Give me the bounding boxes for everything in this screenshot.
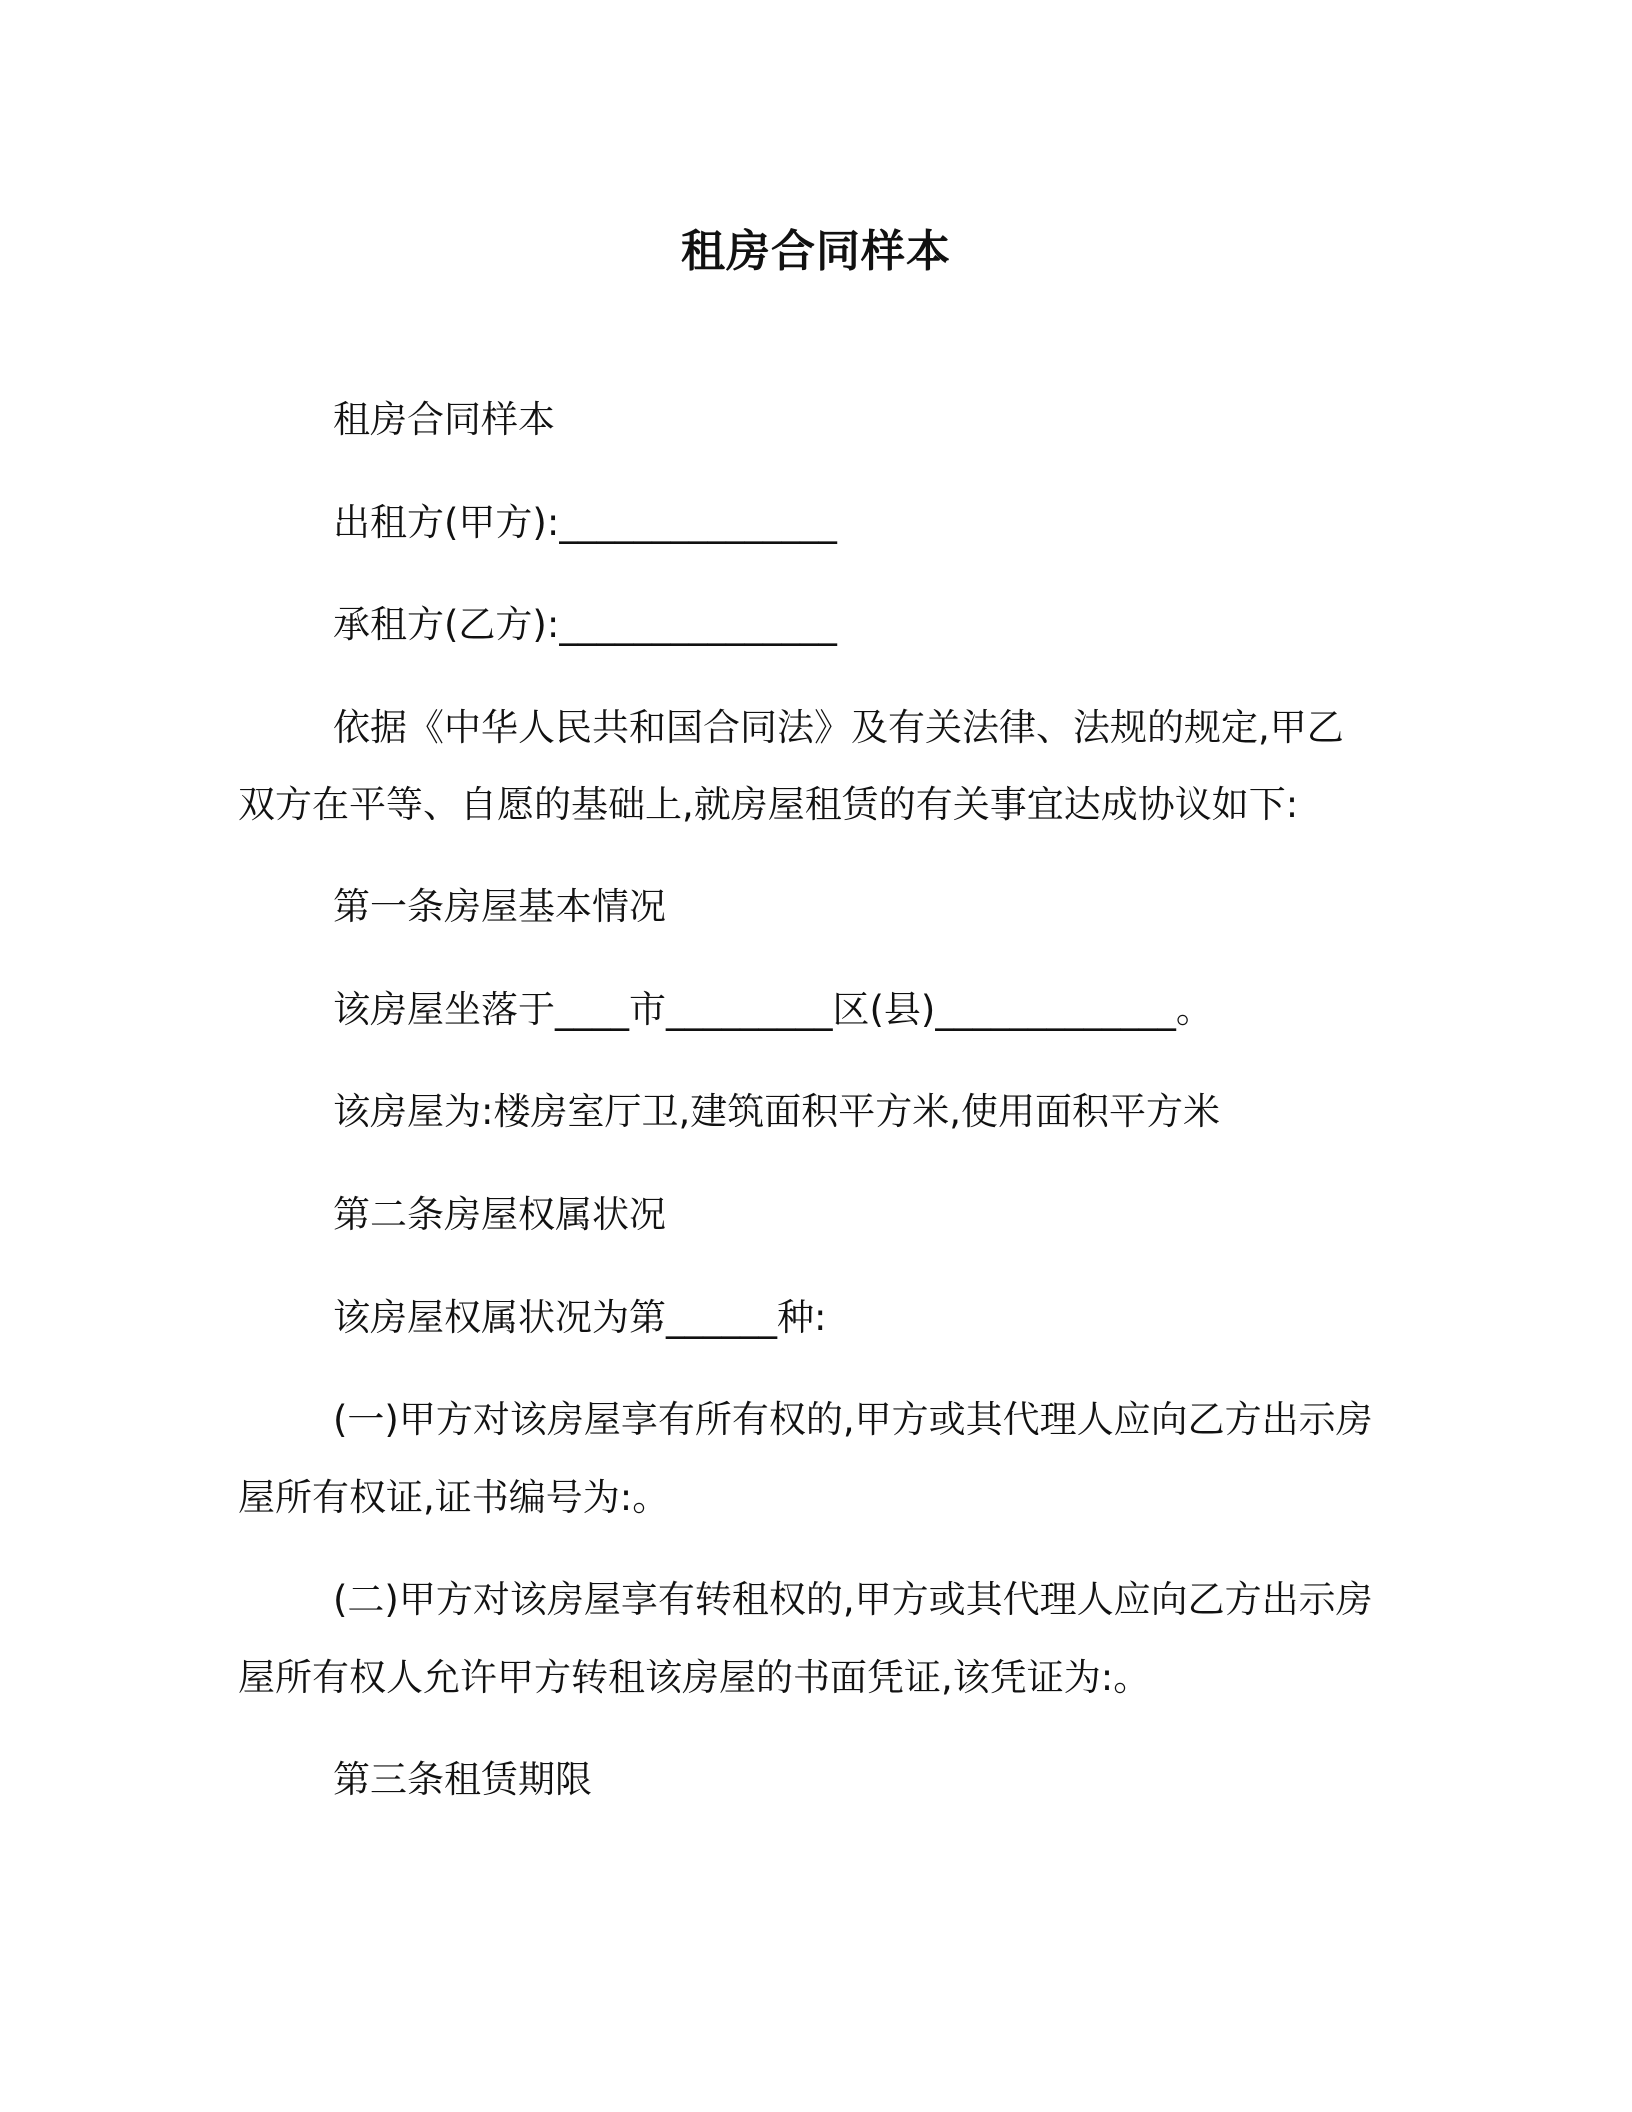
clause-2-line-2: 屋所有权人允许甲方转租该房屋的书面凭证,该凭证为:。 [238,1656,1151,1699]
preamble-line-1: 依据《中华人民共和国合同法》及有关法律、法规的规定,甲乙 [333,706,1344,749]
lessor-field: 出租方(甲方):_______________ [333,501,837,544]
article-3-heading: 第三条租赁期限 [333,1758,592,1801]
lessee-field: 承租方(乙方):_______________ [333,603,837,646]
document-title: 租房合同样本 [681,226,951,277]
clause-2-line-1: (二)甲方对该房屋享有转租权的,甲方或其代理人应向乙方出示房 [333,1578,1373,1621]
article-1-heading: 第一条房屋基本情况 [333,885,666,928]
article-2-heading: 第二条房屋权属状况 [333,1193,666,1236]
property-description: 该房屋为:楼房室厅卫,建筑面积平方米,使用面积平方米 [333,1090,1220,1133]
clause-1-line-1: (一)甲方对该房屋享有所有权的,甲方或其代理人应向乙方出示房 [333,1398,1373,1441]
ownership-type: 该房屋权属状况为第______种: [333,1296,827,1339]
property-location: 该房屋坐落于____市_________区(县)_____________。 [333,988,1213,1031]
preamble-line-2: 双方在平等、自愿的基础上,就房屋租赁的有关事宜达成协议如下: [238,783,1299,826]
clause-1-line-2: 屋所有权证,证书编号为:。 [238,1476,670,1519]
doc-subtitle: 租房合同样本 [333,398,555,441]
